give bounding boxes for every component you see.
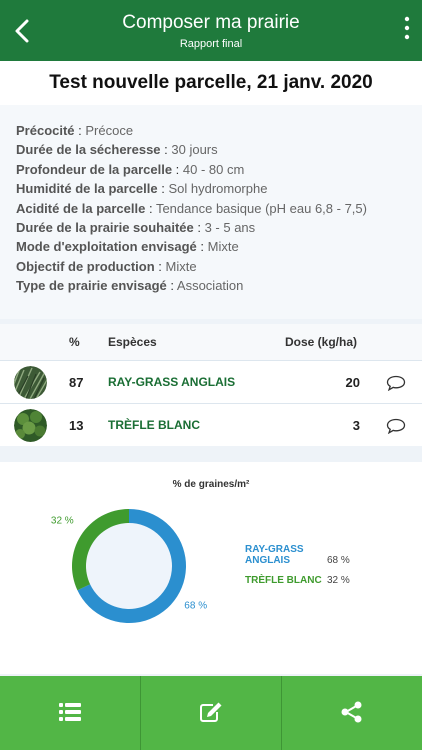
param-precocite: Précocité : Précoce bbox=[16, 123, 134, 138]
row-dose: 20 bbox=[345, 375, 360, 390]
param-profondeur: Profondeur de la parcelle : 40 - 80 cm bbox=[16, 161, 245, 177]
param-acidite: Acidité de la parcelle : Tendance basique (pH eau 6,8 - 7,5) bbox=[16, 200, 367, 216]
header-pct: % bbox=[69, 335, 80, 349]
table-row[interactable] bbox=[0, 404, 422, 446]
header-species: Espèces bbox=[108, 335, 157, 349]
row-species[interactable]: RAY-GRASS ANGLAIS bbox=[108, 375, 236, 389]
species-table-header bbox=[0, 324, 422, 360]
slice-label: 68 % bbox=[184, 600, 208, 612]
legend-value: 68 % bbox=[327, 555, 350, 566]
param-objectif: Objectif de production : Mixte bbox=[16, 258, 197, 274]
row-dose: 3 bbox=[352, 418, 360, 433]
plot-title: Test nouvelle parcelle, 21 janv. 2020 bbox=[0, 61, 422, 105]
param-secheresse: Durée de la sécheresse : 30 jours bbox=[16, 142, 218, 158]
slice-label: 32 % bbox=[50, 515, 74, 527]
comment-icon[interactable] bbox=[386, 418, 406, 434]
plot-parameters bbox=[0, 105, 422, 319]
param-mode-exploitation: Mode d'exploitation envisagé : Mixte bbox=[16, 239, 239, 255]
page-title: Composer ma prairie bbox=[122, 12, 300, 33]
param-humidite: Humidité de la parcelle : Sol hydromorphe bbox=[16, 181, 268, 197]
row-pct: 13 bbox=[69, 418, 84, 433]
legend-value: 32 % bbox=[327, 575, 350, 586]
header-dose: Dose (kg/ha) bbox=[285, 335, 358, 349]
share-button[interactable] bbox=[282, 676, 422, 750]
ray-grass-thumbnail bbox=[14, 366, 47, 399]
comment-icon[interactable] bbox=[386, 375, 406, 391]
list-button[interactable] bbox=[0, 676, 140, 750]
edit-button[interactable] bbox=[141, 676, 281, 750]
page-subtitle: Rapport final bbox=[179, 38, 243, 50]
legend-label: RAY-GRASS ANGLAIS bbox=[245, 544, 304, 566]
param-duree-prairie: Durée de la prairie souhaitée : 3 - 5 ans bbox=[16, 220, 256, 236]
legend-item bbox=[245, 575, 375, 586]
seed-distribution-chart bbox=[0, 462, 422, 674]
list-icon bbox=[58, 701, 82, 723]
row-pct: 87 bbox=[69, 375, 84, 390]
table-row[interactable] bbox=[0, 361, 422, 403]
app-header bbox=[0, 0, 422, 61]
trefle-blanc-thumbnail bbox=[14, 409, 47, 442]
legend-label: TRÈFLE BLANC bbox=[245, 575, 322, 586]
more-vertical-icon[interactable] bbox=[400, 15, 414, 41]
chart-title: % de graines/m² bbox=[172, 479, 250, 490]
bottom-toolbar bbox=[0, 676, 422, 750]
edit-icon bbox=[199, 701, 223, 723]
row-species[interactable]: TRÈFLE BLANC bbox=[108, 418, 200, 432]
param-type-prairie: Type de prairie envisagé : Association bbox=[16, 278, 244, 294]
chart-legend bbox=[245, 544, 375, 595]
share-icon bbox=[340, 701, 364, 723]
legend-item bbox=[245, 544, 375, 566]
